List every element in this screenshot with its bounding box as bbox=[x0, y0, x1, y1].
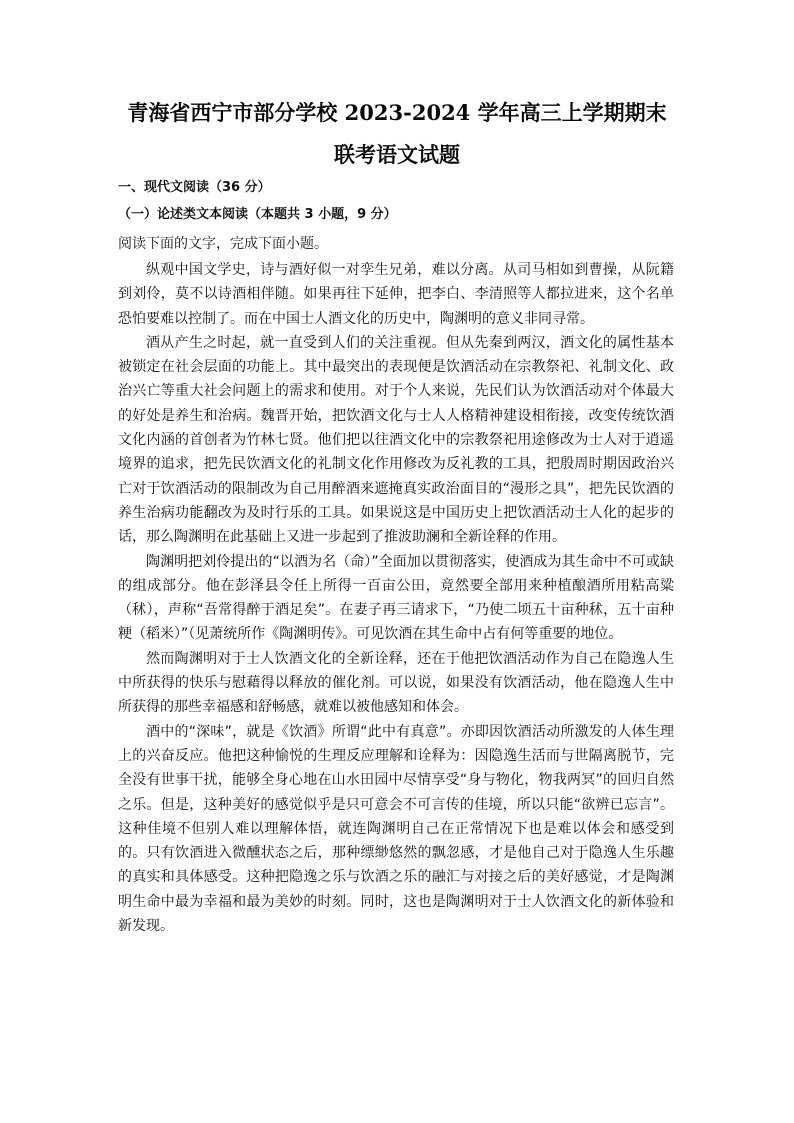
passage-paragraph-2: 酒从产生之时起，就一直受到人们的关注重视。但从先秦到两汉，酒文化的属性基本被锁定在社会层面的功能上。其中最突出的表现便是饮酒活动在宗教祭祀、礼制文化、政治兴亡等重大社会问题上的需求和使用。对于个人来说，先民们认为饮酒活动对个体最大的好处是养生和治病。魏晋开始，把饮酒文化与士人人格精神建设相衔接，改变传统饮酒文化内涵的首创者为竹林七贤。他们把以往酒文化中的宗教祭祀用途修改为士人对于逍遥境界的追求，把先民饮酒文化的礼制文化作用修改为反礼教的工具，把殷周时期因政治兴亡对于饮酒活动的限制改为自己用醉酒来遮掩真实政治面目的“漫形之具”，把先民饮酒的养生治病功能翻改为及时行乐的工具。如果说这是中国历史上把饮酒活动士人化的起步的话，那么陶渊明在此基础上又进一步起到了推波助澜和全新诠释的作用。 bbox=[118, 334, 674, 546]
exam-title-line2: 联考语文试题 bbox=[334, 142, 460, 167]
reading-instruction: 阅读下面的文字，完成下面小题。 bbox=[118, 236, 328, 252]
passage-paragraph-3: 陶渊明把刘伶提出的“以酒为名（命）”全面加以贯彻落实，使酒成为其生命中不可或缺的组成部分。他在彭泽县令任上所得一百亩公田，竟然要全部用来种植酿酒所用粘高粱（秫），声称“吾常得醉于酒足矣”。在妻子再三请求下，“乃使二顷五十亩种秫，五十亩种粳（稻米）”（见萧统所作《陶渊明传》。可见饮酒在其生命中占有何等重要的地位。 bbox=[118, 553, 674, 643]
reading-passage bbox=[118, 258, 674, 938]
section-heading: 一、现代文阅读（36 分） bbox=[118, 180, 271, 195]
passage-paragraph-4: 然而陶渊明对于士人饮酒文化的全新诠释，还在于他把饮酒活动作为自己在隐逸人生中所获得的快乐与慰藉得以释放的催化剂。可以说，如果没有饮酒活动，他在隐逸人生中所获得的那些幸福感和舒畅感，就难以被他感知和体会。 bbox=[118, 650, 674, 716]
subsection-heading: （一）论述类文本阅读（本题共 3 小题，9 分） bbox=[118, 207, 397, 222]
passage-paragraph-1: 纵观中国文学史，诗与酒好似一对孪生兄弟，难以分离。从司马相如到曹操，从阮籍到刘伶，莫不以诗酒相伴随。如果再往下延伸，把李白、李清照等人都拉进来，这个名单恐怕要难以控制了。而在中国士人酒文化的历史中，陶渊明的意义非同寻常。 bbox=[118, 262, 674, 327]
passage-paragraph-5: 酒中的“深味”，就是《饮酒》所谓“此中有真意”。亦即因饮酒活动所激发的人体生理上的兴奋反应。他把这种愉悦的生理反应理解和诠释为：因隐逸生活而与世隔离脱节，完全没有世事干扰，能够全身心地在山水田园中尽情享受“身与物化，物我两冥”的回归自然之乐。但是，这种美好的感觉似乎是只可意会不可言传的佳境，所以只能“欲辨已忘言”。这种佳境不但别人难以理解体悟，就连陶渊明自己在正常情况下也是难以体会和感受到的。只有饮酒进入微醺状态之后，那种缥缈悠然的飘忽感，才是他自己对于隐逸人生乐趣的真实和具体感受。这种把隐逸之乐与饮酒之乐的融汇与对接之后的美好感觉，才是陶渊明生命中最为幸福和最为美妙的时刻。同时，这也是陶渊明对于士人饮酒文化的新体验和新发现。 bbox=[118, 723, 674, 935]
exam-title-line1: 青海省西宁市部分学校 2023-2024 学年高三上学期期末 bbox=[127, 100, 667, 125]
